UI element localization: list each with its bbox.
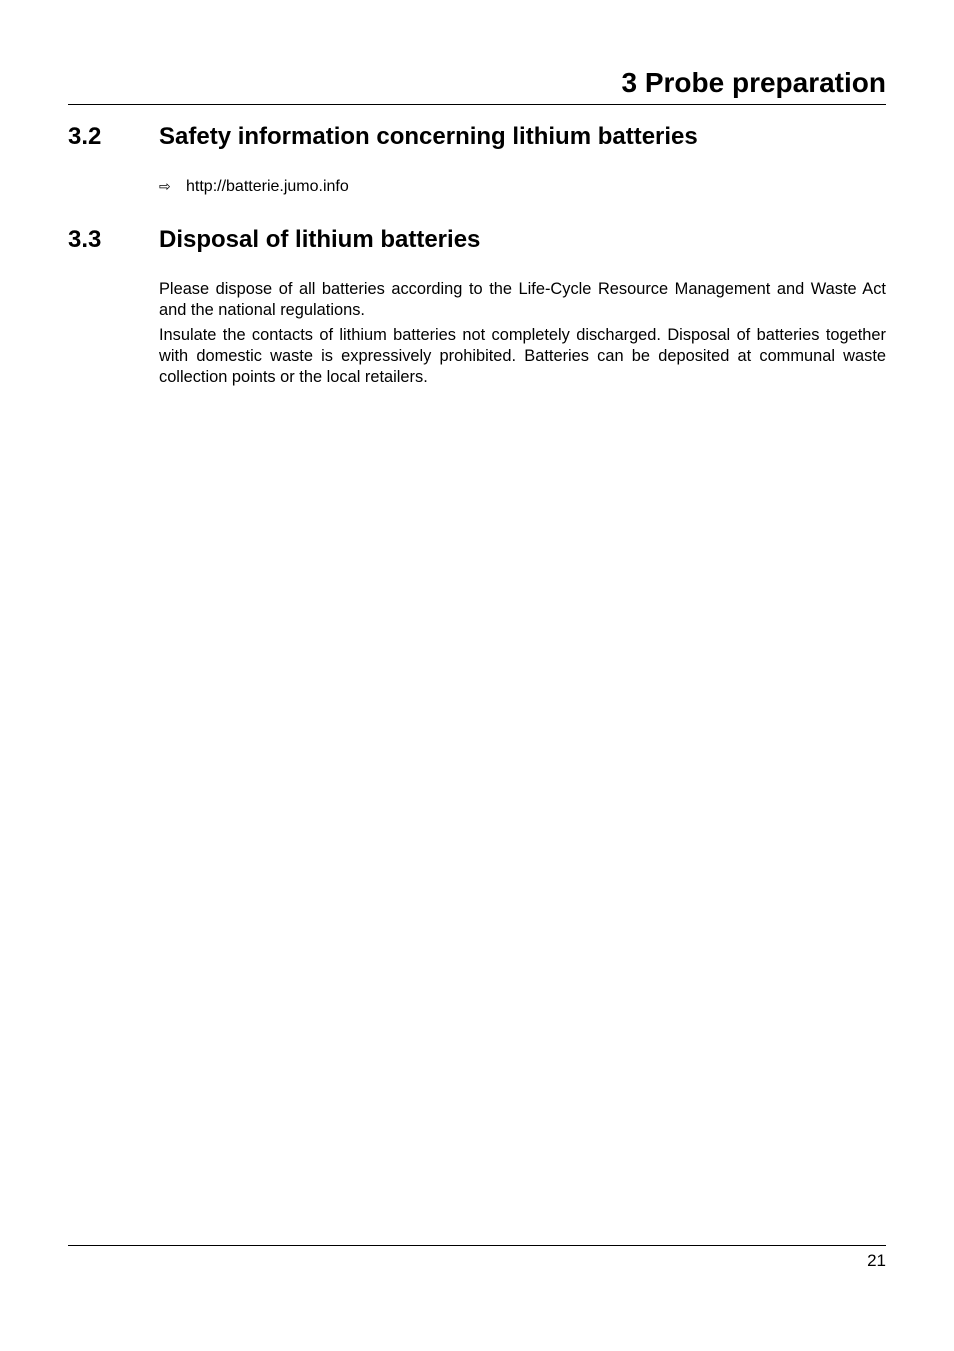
- header-divider: [68, 104, 886, 105]
- section-number: 3.3: [68, 226, 102, 253]
- batterie-link[interactable]: http://batterie.jumo.info: [186, 178, 349, 195]
- page-number: 21: [867, 1251, 886, 1270]
- body-paragraph: Insulate the contacts of lithium batteries not completely discharged. Disposal of batteries together with domestic waste is expressively prohibited. Batteries can be deposited at communal waste collection points or the local retailers.: [159, 326, 886, 386]
- section-title: Disposal of lithium batteries: [159, 226, 481, 253]
- chapter-title: 3 Probe preparation: [621, 67, 886, 98]
- arrow-right-icon: ⇨: [159, 178, 171, 194]
- body-paragraph: Please dispose of all batteries according to the Life-Cycle Resource Management and Waste Act and the national regulations.: [159, 280, 886, 319]
- section-title: Safety information concerning lithium batteries: [159, 123, 698, 150]
- reference-link-line: [159, 176, 349, 197]
- footer-divider: [68, 1245, 886, 1246]
- section-number: 3.2: [68, 123, 102, 150]
- disposal-body: [159, 279, 886, 392]
